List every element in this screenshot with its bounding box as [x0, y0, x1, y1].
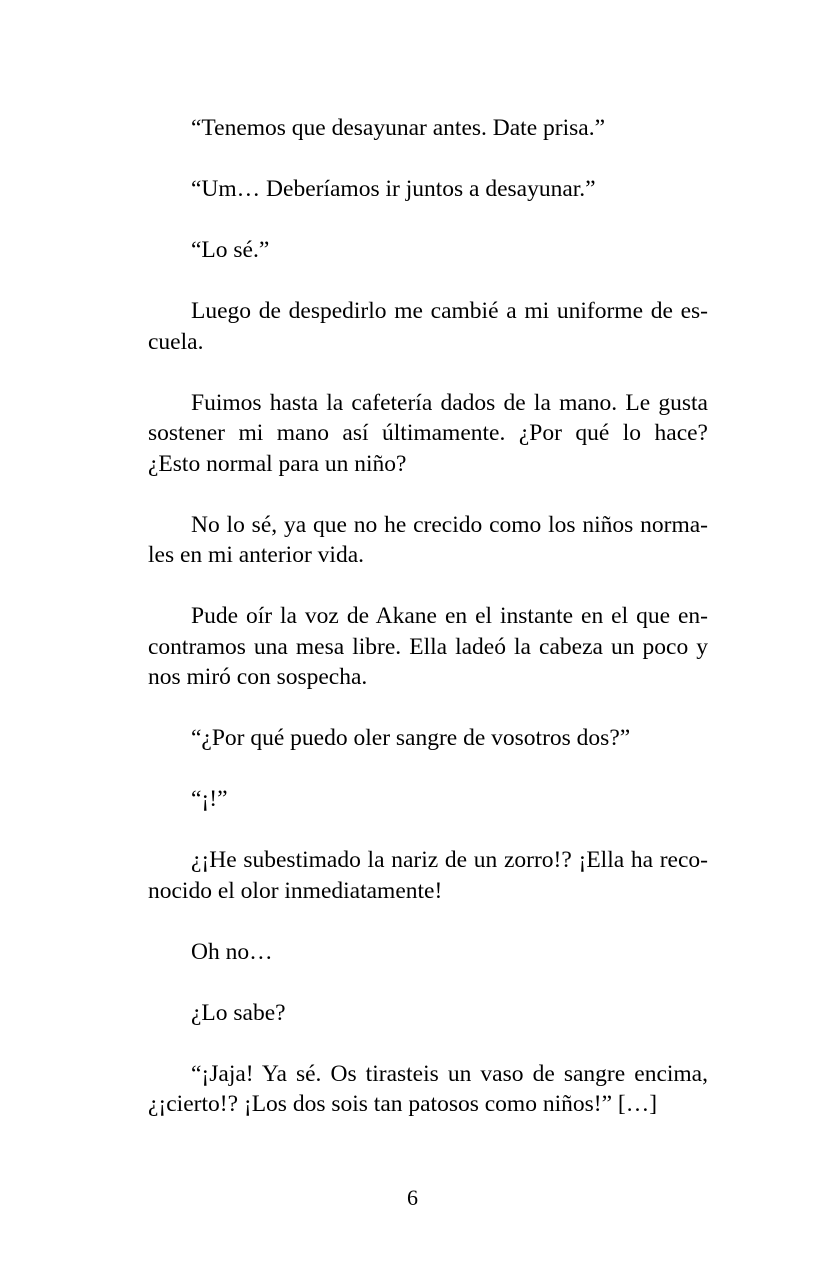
paragraph — [105, 235, 708, 266]
text-line: Luego de despedirlo me cambié a mi uniforme de es- — [191, 298, 708, 324]
text-line: No lo sé, ya que no he crecido como los niños norma- — [191, 511, 708, 538]
text-line: contramos una mesa libre. Ella ladeó la cabeza un poco y — [148, 633, 708, 660]
paragraph — [105, 723, 708, 754]
paragraph — [105, 1059, 708, 1120]
text-line: “¡!” — [191, 786, 228, 812]
text-line: “Tenemos que desayunar antes. Date prisa.” — [191, 115, 606, 141]
paragraph — [105, 784, 708, 815]
text-line: nocido el olor inmediatamente! — [148, 877, 443, 904]
paragraph — [105, 296, 708, 357]
text-line: nos miró con sospecha. — [148, 664, 368, 690]
paragraph — [105, 113, 708, 144]
paragraph — [105, 174, 708, 205]
text-line: ¿¡He subestimado la nariz de un zorro!? ¡Ella ha reco- — [191, 847, 708, 873]
paragraph — [105, 937, 708, 968]
text-line: ¿Lo sabe? — [191, 999, 286, 1026]
text-line: Fuimos hasta la cafetería dados de la mano. Le gusta — [191, 389, 708, 416]
text-line: “Um… Deberíamos ir juntos a desayunar.” — [191, 176, 596, 202]
text-line: “¡Jaja! Ya sé. Os tirasteis un vaso de sangre encima, — [191, 1060, 708, 1087]
text-line: Oh no… — [191, 938, 273, 965]
body-text — [105, 113, 708, 1150]
paragraph — [105, 388, 708, 480]
paragraph — [105, 601, 708, 693]
text-line: ¿¡cierto!? ¡Los dos sois tan patosos como niños!” […] — [148, 1091, 658, 1117]
text-line: les en mi anterior vida. — [148, 542, 364, 568]
text-line: sostener mi mano así últimamente. ¿Por qué lo hace? — [148, 420, 708, 446]
paragraph — [105, 845, 708, 906]
text-line: “Lo sé.” — [191, 237, 270, 263]
paragraph — [105, 998, 708, 1029]
paragraph — [105, 510, 708, 571]
page-number: 6 — [407, 1185, 418, 1210]
text-line: ¿Esto normal para un niño? — [148, 450, 407, 477]
text-line: Pude oír la voz de Akane en el instante en el que en- — [191, 603, 708, 629]
text-line: “¿Por qué puedo oler sangre de vosotros dos?” — [191, 725, 631, 751]
text-line: cuela. — [148, 328, 204, 355]
